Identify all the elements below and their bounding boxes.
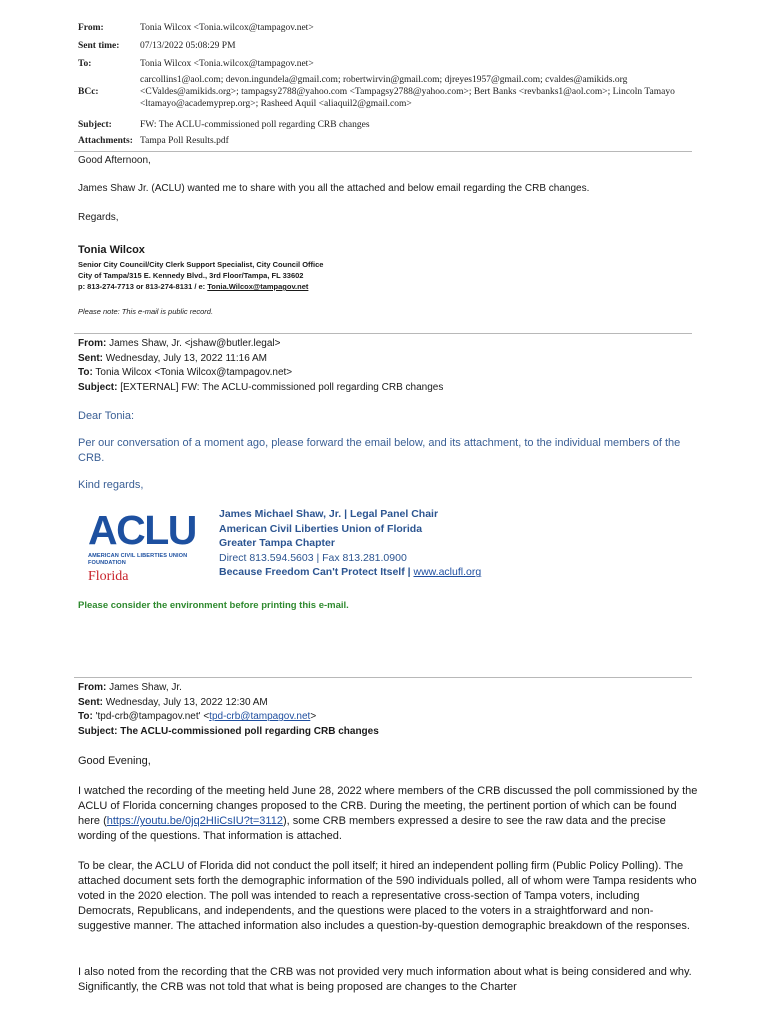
original-sent-value: Wednesday, July 13, 2022 12:30 AM (105, 696, 268, 708)
bcc-line: carcollins1@aol.com; devon.ingundela@gmail.com; robertwirvin@gmail.com; djreyes1957@gmail.com; cvaldes@amikids.org (140, 75, 628, 85)
original-to-prefix: 'tpd-crb@tampagov.net' < (95, 711, 210, 722)
regards: Regards, (78, 212, 119, 223)
forward-from-row (78, 337, 443, 352)
message-line: James Shaw Jr. (ACLU) wanted me to share with you all the attached and below email regarding the CRB changes. (78, 183, 590, 194)
original-sent-row (78, 696, 379, 711)
bcc-value (140, 74, 692, 119)
header-sent-row (78, 40, 692, 58)
aclu-logo-state: Florida (88, 569, 129, 584)
signature-email-link[interactable]: Tonia.Wilcox@tampagov.net (207, 282, 309, 291)
aclu-website-link[interactable]: www.aclufl.org (413, 566, 482, 579)
forward-subject-row (78, 381, 443, 396)
forward-sent-value: Wednesday, July 13, 2022 11:16 AM (105, 352, 267, 364)
original-from-row (78, 681, 379, 696)
aclu-logo (88, 507, 196, 596)
header-to-row (78, 58, 692, 74)
original-to-label: To: (78, 711, 93, 722)
header-subject-row (78, 119, 692, 135)
paragraph-1-text: I watched the recording of the meeting held June 28, 2022 where members of the CRB discussed the poll commissioned by the ACLU of Florida concerning changes proposed to the CRB. During the meeting, the pertinent portion of which can be found here ( (78, 785, 698, 828)
forward-closing: Kind regards, (78, 479, 144, 491)
paragraph-1 (78, 784, 698, 844)
forward-greeting: Dear Tonia: (78, 410, 135, 422)
signature-contact (78, 281, 323, 292)
sent-time-value: 07/13/2022 05:08:29 PM (140, 41, 236, 51)
aclu-logo-subtitle-line: AMERICAN CIVIL LIBERTIES UNION (88, 553, 188, 559)
forward-to-row (78, 366, 443, 381)
original-sent-label: Sent: (78, 696, 103, 708)
divider (74, 333, 692, 334)
from-label: From: (78, 23, 104, 33)
forward-body: Per our conversation of a moment ago, please forward the email below, and its attachment, to the individual members of the CRB. (78, 437, 681, 464)
aclu-logo-word: ACLU (88, 507, 196, 553)
header-bcc-row (78, 74, 692, 119)
greeting: Good Afternoon, (78, 155, 151, 166)
sent-time-label: Sent time: (78, 41, 120, 51)
forward-to-label: To: (78, 367, 93, 378)
signature-title: Senior City Council/City Clerk Support Specialist, City Council Office (78, 260, 324, 269)
aclu-sig-org: American Civil Liberties Union of Florida (219, 522, 423, 535)
forward-subject-value: [EXTERNAL] FW: The ACLU-commissioned poll regarding CRB changes (120, 381, 444, 393)
original-subject-value: The ACLU-commissioned poll regarding CRB changes (120, 725, 379, 737)
forward-to-value: Tonia Wilcox <Tonia Wilcox@tampagov.net> (95, 367, 293, 378)
public-record-note: Please note: This e-mail is public record. (78, 307, 214, 316)
original-from-value: James Shaw, Jr. (109, 682, 182, 693)
to-label: To: (78, 59, 92, 69)
header-from-row (78, 22, 692, 40)
original-header (78, 681, 379, 739)
environment-note: Please consider the environment before printing this e-mail. (78, 600, 349, 611)
forward-header (78, 337, 443, 395)
aclu-sig-motto-text: Because Freedom Can't Protect Itself | (219, 566, 414, 579)
subject-label: Subject: (78, 120, 112, 130)
signature-block (78, 259, 323, 292)
original-subject-row (78, 725, 379, 740)
paragraph-3: I also noted from the recording that the CRB was not provided very much information about what is being considered and why. Significantly, the CRB was not told that what is being proposed are changes to the Charter (78, 966, 692, 994)
original-from-label: From: (78, 682, 107, 693)
youtube-link[interactable]: https://youtu.be/0jq2HIiCsIU?t=3112 (106, 815, 283, 828)
original-to-row (78, 710, 379, 725)
paragraph-2: To be clear, the ACLU of Florida did not conduct the poll itself; it hired an independent polling firm (Public Policy Polling). The attached document sets forth the demographic information of the 590 individuals polled, all of whom were Tampa residents who voted in the 2020 election. The poll was intended to reach a representative cross-section of Tampa voters, including Democrats, Republicans, and independents, and the questions were placed to the voters in a straightforward and non-suggestive manner. The attached information also includes a question-by-question demographic breakdown of the responses. (78, 860, 697, 933)
header-attachments-row (78, 135, 692, 149)
email-header (78, 22, 692, 149)
signature-phone: p: 813-274-7713 or 813-274-8131 / e: (78, 282, 208, 291)
forward-sent-row (78, 352, 443, 367)
bcc-label: BCc: (78, 87, 99, 97)
divider (74, 151, 692, 152)
aclu-sig-name: James Michael Shaw, Jr. | Legal Panel Chair (219, 508, 439, 520)
aclu-logo-subtitle (88, 553, 192, 567)
subject-value: FW: The ACLU-commissioned poll regarding CRB changes (140, 120, 370, 130)
attachments-label: Attachments: (78, 136, 133, 146)
signature-address: City of Tampa/315 E. Kennedy Blvd., 3rd Floor/Tampa, FL 33602 (78, 271, 304, 280)
paragraph-1-text-end: ), some CRB members expressed a desire to see the raw data and the precise wording of the questions. That information is attached. (78, 815, 666, 843)
to-value: Tonia Wilcox <Tonia.wilcox@tampagov.net> (140, 59, 314, 69)
aclu-sig-chapter: Greater Tampa Chapter (219, 537, 335, 550)
bcc-line: <ltamayo@academyprep.org>; Rasheed Aquil <aliaquil2@gmail.com> (140, 99, 412, 109)
aclu-logo-subtitle-line: FOUNDATION (88, 560, 126, 566)
aclu-sig-phone: Direct 813.594.5603 | Fax 813.281.0900 (219, 551, 407, 564)
aclu-signature (219, 507, 481, 580)
aclu-sig-motto (219, 565, 481, 580)
forward-from-label: From: (78, 338, 107, 349)
original-subject-label: Subject: (78, 725, 118, 737)
from-value: Tonia Wilcox <Tonia.wilcox@tampagov.net> (140, 23, 314, 33)
forward-sent-label: Sent: (78, 352, 103, 364)
original-to-email-link[interactable]: tpd-crb@tampagov.net (209, 711, 311, 722)
original-to-suffix: > (310, 711, 317, 722)
forward-subject-label: Subject: (78, 381, 118, 393)
bcc-line: <CValdes@amikids.org>; tampagsy2788@yahoo.com <Tampagsy2788@yahoo.com>; Bert Banks <revbanks1@aol.com>; Lincoln Tamayo (140, 87, 675, 97)
forward-from-value: James Shaw, Jr. <jshaw@butler.legal> (109, 338, 281, 349)
divider (74, 677, 692, 678)
attachment-link[interactable]: Tampa Poll Results.pdf (140, 136, 229, 146)
signature-name: Tonia Wilcox (78, 244, 145, 256)
original-greeting: Good Evening, (78, 755, 151, 767)
